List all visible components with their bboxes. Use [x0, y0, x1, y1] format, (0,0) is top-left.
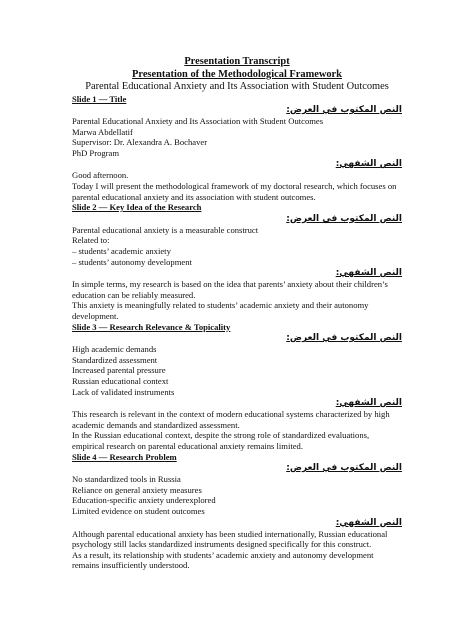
- slide-4-spoken: [72, 529, 402, 571]
- spoken-label: النص الشفهي:: [335, 398, 402, 409]
- slide-text-line: Standardized assessment: [72, 354, 158, 365]
- slide-text-line: Supervisor: Dr. Alexandra A. Bochaver: [72, 137, 208, 148]
- slide-2-spoken: [72, 279, 402, 321]
- slide-text-line: Parental educational anxiety is a measurable construct: [72, 224, 259, 235]
- slide-text-line: – students’ autonomy development: [72, 256, 192, 267]
- slide-text-line: Lack of validated instruments: [72, 386, 175, 397]
- slide-text-line: High academic demands: [72, 344, 157, 355]
- slide-4-heading: Slide 4 — Research Problem: [72, 451, 177, 462]
- slide-text-line: PhD Program: [72, 147, 120, 158]
- slide-text-line: Increased parental pressure: [72, 365, 166, 376]
- spoken-text-line: Although parental educational anxiety has been studied internationally, Russian educational psychology still lacks standardized instruments designed specifically for this construct.: [72, 528, 388, 550]
- slide-text-line: Limited evidence on student outcomes: [72, 505, 205, 516]
- slide-1-heading: Slide 1 — Title: [72, 93, 127, 104]
- slide-text-line: Marwa Abdellatif: [72, 126, 133, 137]
- document-title: Presentation Transcript: [184, 56, 290, 67]
- spoken-text-line: In simple terms, my research is based on the idea that parents’ anxiety about their children’s education can be reliably measured.: [72, 279, 388, 300]
- spoken-text-line: Good afternoon.: [72, 170, 129, 181]
- spoken-text-line: This research is relevant in the context of modern educational systems characterized by high academic demands and standardized assessment.: [72, 409, 390, 430]
- document-topic: Parental Educational Anxiety and Its Association with Student Outcomes: [85, 81, 389, 92]
- slide-2-heading: Slide 2 — Key Idea of the Research: [72, 202, 202, 213]
- spoken-text-line: Today I will present the methodological framework of my doctoral research, which focuses on parental educational anxiety and its association with student outcomes.: [72, 181, 397, 202]
- slide-3-text: [72, 344, 402, 397]
- slide-1-spoken: [72, 170, 402, 202]
- slide-1-text: [72, 116, 402, 158]
- slide-2-text: [72, 225, 402, 267]
- slide-3-spoken: [72, 409, 402, 451]
- on-slide-label: النص المكتوب في العرض:: [286, 463, 402, 474]
- spoken-label: النص الشفهي:: [335, 517, 402, 528]
- slide-4-text: [72, 474, 402, 516]
- document-subtitle-framework: Presentation of the Methodological Framework: [132, 68, 342, 80]
- slide-text-line: Related to:: [72, 235, 110, 246]
- slide-text-line: No standardized tools in Russia: [72, 474, 181, 485]
- on-slide-label: النص المكتوب في العرض:: [286, 213, 402, 224]
- spoken-text-line: In the Russian educational context, despite the strong role of standardized evaluations, empirical research on parental educational anxiety remains limited.: [72, 430, 370, 451]
- slide-text-line: Russian educational context: [72, 375, 169, 386]
- slide-text-line: – students’ academic anxiety: [72, 246, 171, 257]
- spoken-text-line: This anxiety is meaningfully related to students’ academic anxiety and their autonomy development.: [72, 300, 369, 321]
- spoken-text-line: As a result, its relationship with students’ academic anxiety and autonomy development remains insufficiently understood.: [72, 549, 374, 571]
- on-slide-label: النص المكتوب في العرض:: [286, 333, 402, 344]
- on-slide-label: النص المكتوب في العرض:: [286, 105, 402, 116]
- slide-text-line: Education-specific anxiety underexplored: [72, 495, 216, 506]
- slide-text-line: Reliance on general anxiety measures: [72, 484, 202, 495]
- slide-3-heading: Slide 3 — Research Relevance & Topicality: [72, 321, 231, 332]
- slide-text-line: Parental Educational Anxiety and Its Association with Student Outcomes: [72, 116, 324, 127]
- spoken-label: النص الشفهي:: [335, 268, 402, 279]
- spoken-label: النص الشفهي:: [335, 159, 402, 170]
